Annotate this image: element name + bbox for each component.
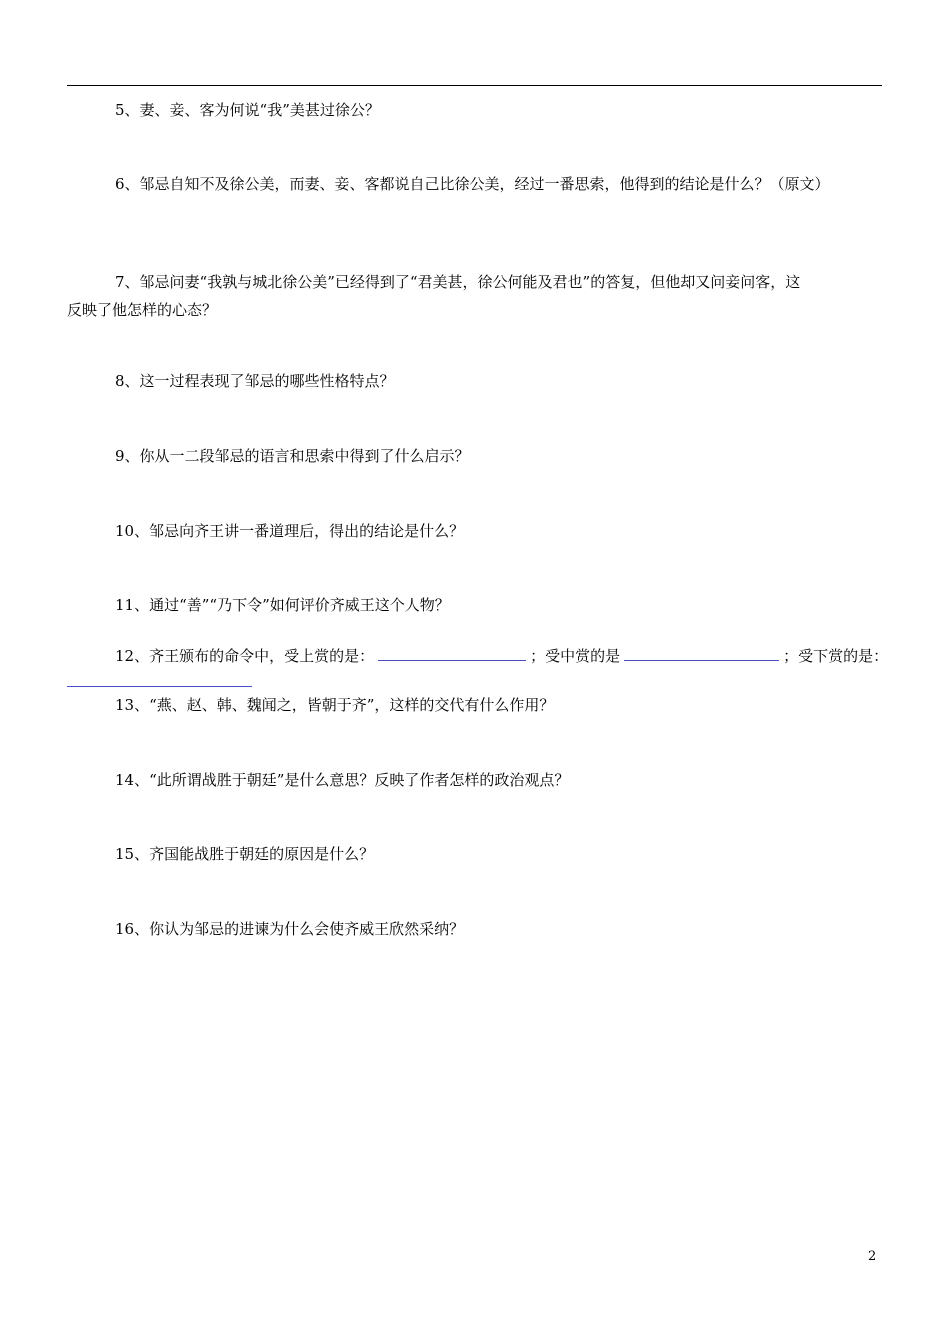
- question-16-text: 16、你认为邹忌的进谏为什么会使齐威王欣然采纳？: [115, 920, 465, 938]
- question-5: [67, 96, 882, 124]
- question-12-text-part3: ；受下赏的是：: [783, 647, 889, 665]
- question-6-text: 6、邹忌自知不及徐公美，而妻、妾、客都说自己比徐公美，经过一番思索，他得到的结论是什么？（原文）: [115, 175, 830, 193]
- question-9-text: 9、你从一二段邹忌的语言和思索中得到了什么启示？: [115, 447, 470, 465]
- question-6: [67, 170, 882, 198]
- question-13: [67, 691, 882, 719]
- question-7: [67, 268, 882, 324]
- question-7-text-line1: 7、邹忌问妻“我孰与城北徐公美”已经得到了“君美甚，徐公何能及君也”的答复，但他却又问妾问客，这: [115, 273, 801, 291]
- question-15-text: 15、齐国能战胜于朝廷的原因是什么？: [115, 845, 375, 863]
- question-13-text: 13、“燕、赵、韩、魏闻之，皆朝于齐”，这样的交代有什么作用？: [115, 696, 555, 714]
- question-9: [67, 442, 882, 470]
- question-12-text-part2: ；受中赏的是: [530, 647, 621, 665]
- question-14: [67, 766, 882, 794]
- header-rule: [67, 85, 882, 86]
- middle-reward-blank[interactable]: [624, 642, 779, 661]
- lower-reward-blank[interactable]: [67, 686, 252, 687]
- upper-reward-blank[interactable]: [378, 642, 526, 661]
- question-14-text: 14、“此所谓战胜于朝廷”是什么意思？反映了作者怎样的政治观点？: [115, 771, 570, 789]
- question-15: [67, 840, 882, 868]
- question-11-text: 11、通过“善”“乃下令”如何评价齐威王这个人物？: [115, 596, 450, 614]
- question-7-text-line2: 反映了他怎样的心态？: [67, 301, 218, 319]
- question-5-text: 5、妻、妾、客为何说“我”美甚过徐公？: [115, 101, 380, 119]
- question-8-text: 8、这一过程表现了邹忌的哪些性格特点？: [115, 372, 395, 390]
- question-16: [67, 915, 882, 943]
- page-number: 2: [868, 1249, 877, 1264]
- question-12: [67, 642, 889, 670]
- question-12-text-part1: 12、齐王颁布的命令中，受上赏的是：: [115, 647, 375, 665]
- question-8: [67, 367, 882, 395]
- question-11: [67, 591, 882, 619]
- question-10-text: 10、邹忌向齐王讲一番道理后，得出的结论是什么？: [115, 522, 465, 540]
- question-10: [67, 517, 882, 545]
